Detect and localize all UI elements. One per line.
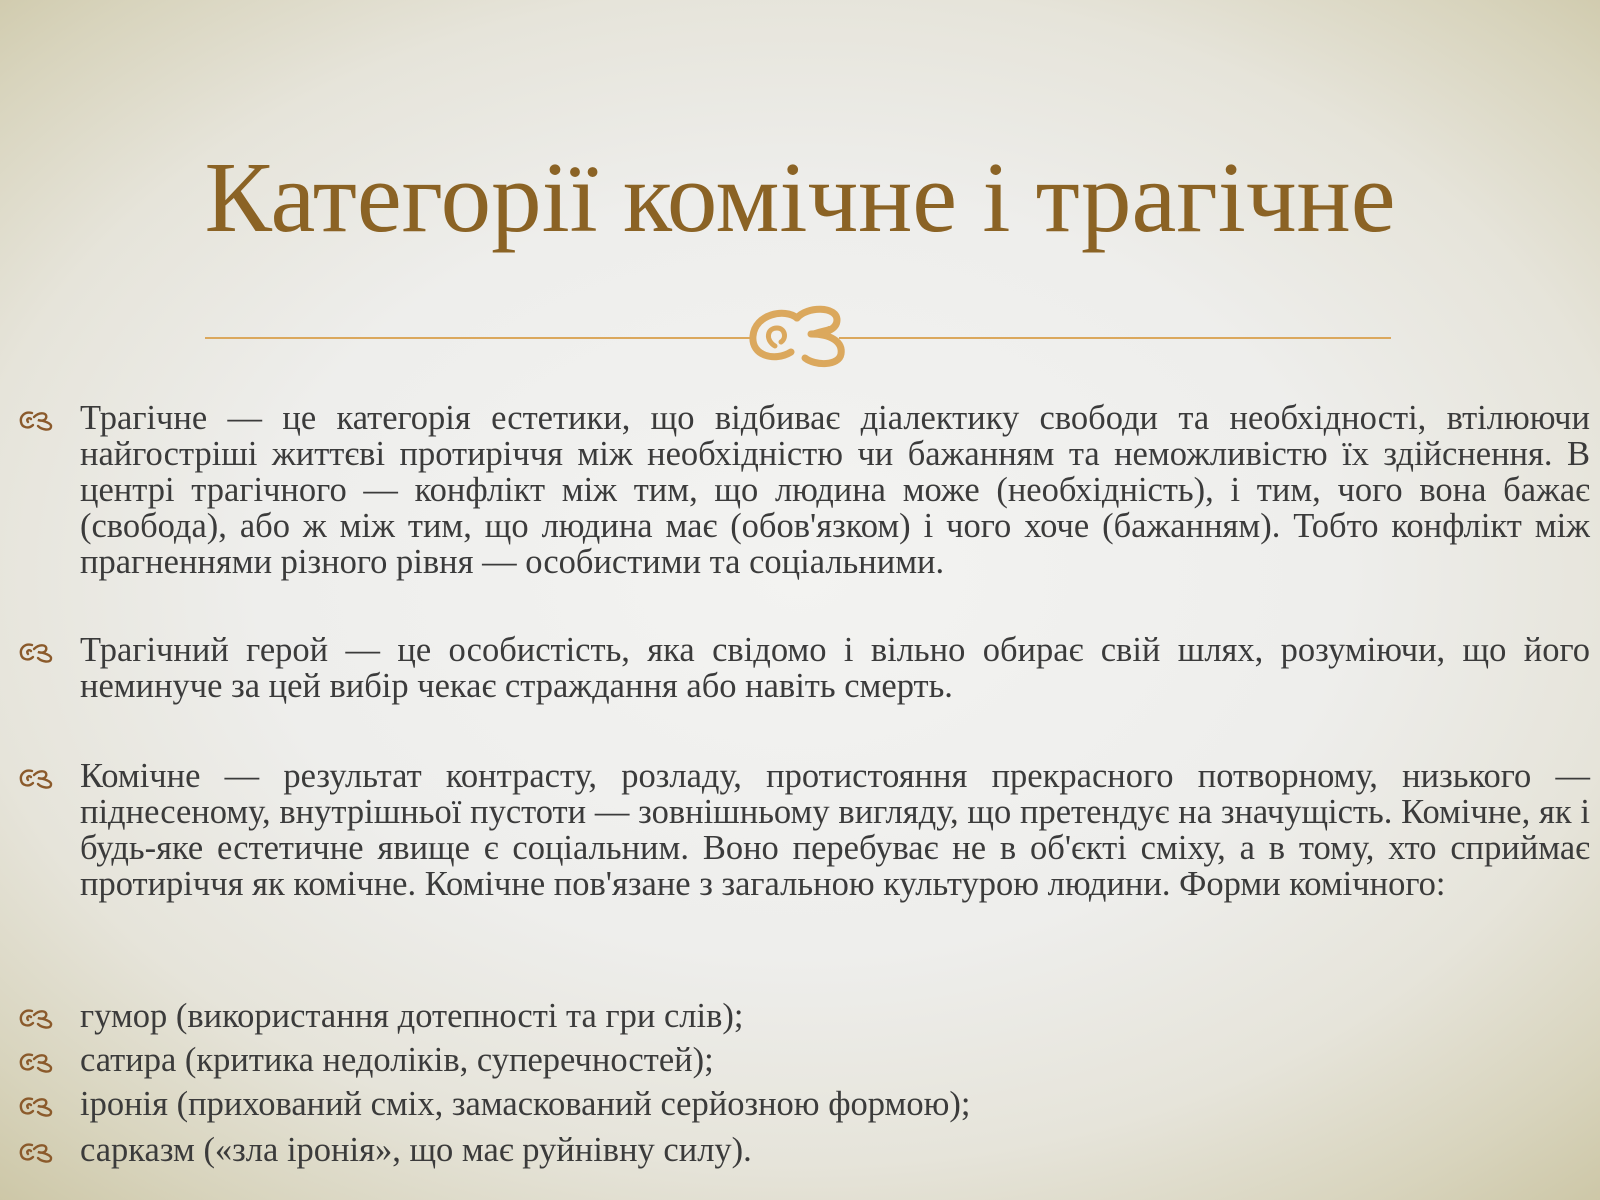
list-item: гумор (використання дотепності та гри слів); [80,997,744,1035]
list-item: Трагічний герой — це особистість, яка свідомо і вільно обирає свій шлях, розуміючи, що його неминуче за цей вибір чекає страждання або навіть смерть. [80,631,1590,705]
ornate-bullet-icon [18,766,56,790]
list-item: сарказм («зла іронія», що має руйнівну силу). [80,1131,752,1169]
list-item: сатира (критика недоліків, суперечностей); [80,1041,714,1079]
list-item: Комічне — результат контрасту, розладу, протистояння прекрасного потворному, низького — піднесеному, внутрішньої пустоти — зовнішньому вигляду, що претендує на значущість. Комічне, як і будь-яке естетичне явище є соціальним. Воно перебуває не в об'єкті сміху, а в тому, хто сприймає протиріччя як комічне. Комічне пов'язане з загальною культурою людини. Форми комічного: [80,757,1590,903]
ornate-bullet-icon [18,1050,56,1074]
ornate-bullet-icon [18,1094,56,1118]
list-item: іронія (прихований сміх, замаскований серйозною формою); [80,1085,971,1123]
slide-title: Категорії комічне і трагічне [204,141,1396,253]
title-divider [205,300,1391,370]
curly-ornament-icon [745,300,855,370]
list-item: Трагічне — це категорія естетики, що відбиває діалектику свободи та необхідності, втілюючи найгостріші життєві протиріччя між необхідністю чи бажанням та неможливістю їх здійснення. В центрі трагічного — конфлікт між тим, що людина може (необхідність), і тим, чого вона бажає (свобода), або ж між тим, що людина має (обов'язком) і чого хоче (бажанням). Тобто конфлікт між прагненнями різного рівня — особистими та соціальними. [80,399,1590,581]
ornate-bullet-icon [18,1140,56,1164]
ornate-bullet-icon [18,1006,56,1030]
ornate-bullet-icon [18,408,56,432]
divider-line-left [205,337,755,339]
ornate-bullet-icon [18,640,56,664]
divider-line-right [839,337,1391,339]
